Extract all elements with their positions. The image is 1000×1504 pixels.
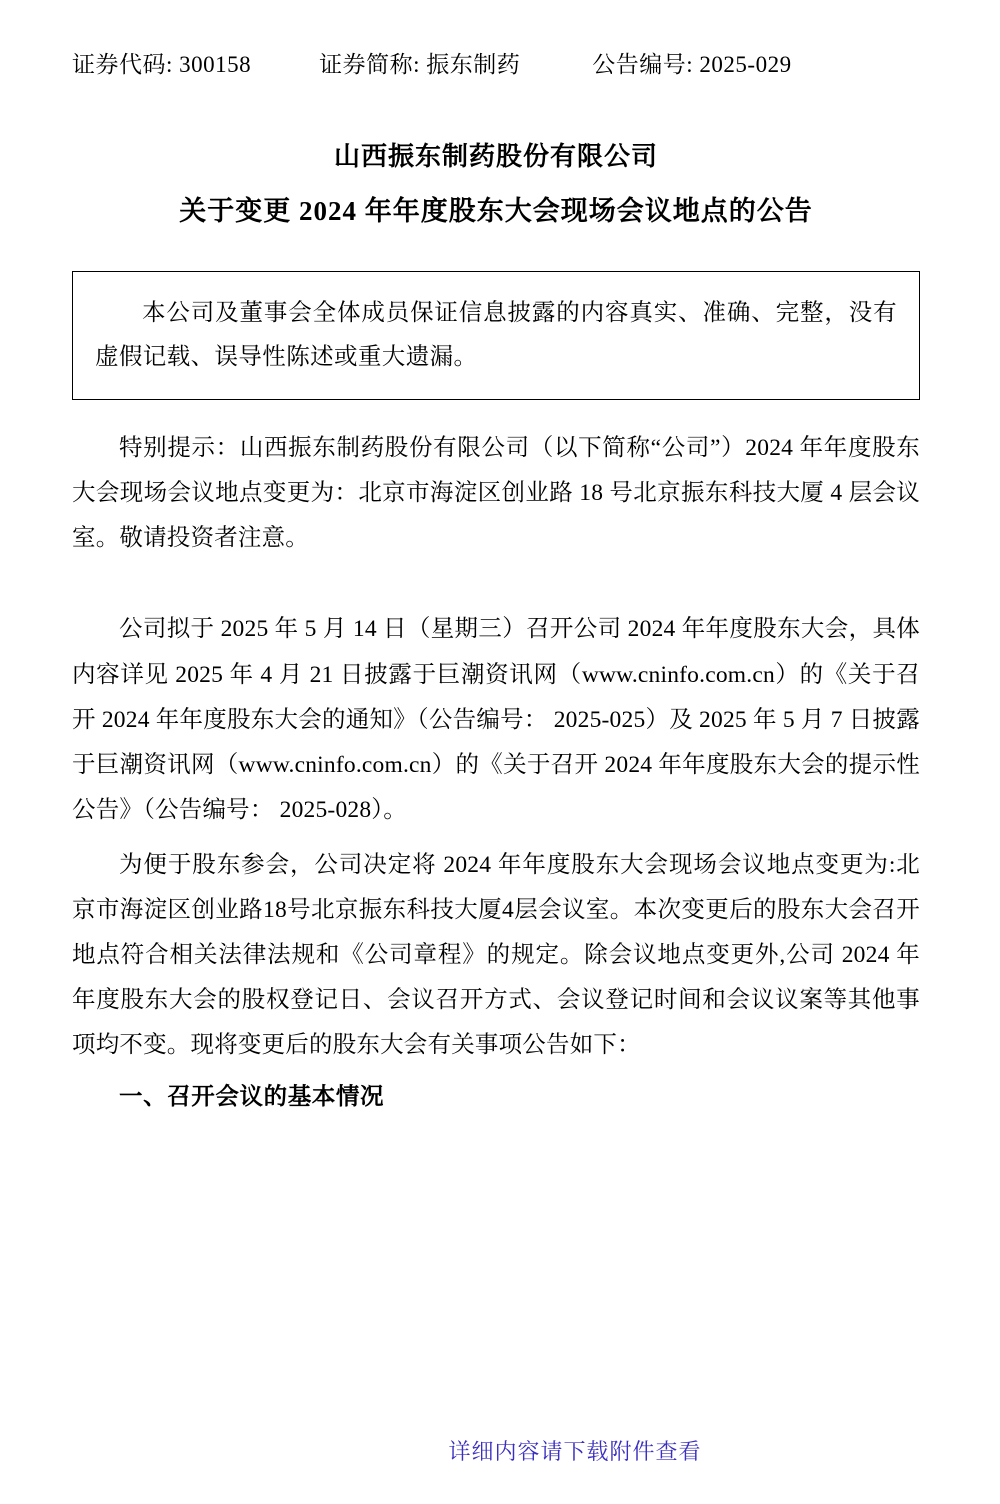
title-company-name: 山西振东制药股份有限公司 (333, 142, 658, 171)
disclaimer-box (72, 271, 920, 400)
paragraph-venue-change: 为便于股东参会，公司决定将 2024 年年度股东大会现场会议地点变更为:北京市海淀区创业路18号北京振东科技大厦4层会议室。本次变更后的股东大会召开地点符合相关法律法规和《公司章程》的规定。除会议地点变更外,公司 2024 年年度股东大会的股权登记日、会议召开方式、会议登记时间和会议议案等其他事项均不变。现将变更后的股东大会有关事项公告如下： (72, 851, 920, 1059)
security-abbreviation: 证券简称: 振东制药 (319, 52, 521, 77)
attachment-hint (0, 1435, 1000, 1466)
attachment-hint-text: 详细内容请下载附件查看 (448, 1439, 702, 1464)
page-title (72, 137, 920, 233)
paragraph-meeting-background: 公司拟于 2025 年 5 月 14 日（星期三）召开公司 2024 年年度股东大会，具体内容详见 2025 年 4 月 21 日披露于巨潮资讯网（www.cninfo.com.cn）的《关于召开 2024 年年度股东大会的通知》（公告编号： 2025-025）及 2025 年 5 月 7 日披露于巨潮资讯网（www.cninfo.com.cn）的《关于召开 2024 年年度股东大会的提示性公告》（公告编号： 2025-028）。 (72, 616, 920, 823)
security-code: 证券代码: 300158 (72, 52, 252, 77)
title-subject: 关于变更 2024 年年度股东大会现场会议地点的公告 (179, 196, 813, 227)
document-header (72, 46, 920, 79)
announcement-number: 公告编号: 2025-029 (592, 52, 792, 77)
paragraph-special-notice: 特别提示：山西振东制药股份有限公司（以下简称“公司”）2024 年年度股东大会现场会议地点变更为：北京市海淀区创业路 18 号北京振东科技大厦 4 层会议室。敬请投资者注意。 (72, 435, 920, 552)
disclaimer-text: 本公司及董事会全体成员保证信息披露的内容真实、准确、完整，没有虚假记载、误导性陈述或重大遗漏。 (95, 300, 897, 370)
section-heading-meeting-basics: 一、召开会议的基本情况 (119, 1083, 385, 1110)
